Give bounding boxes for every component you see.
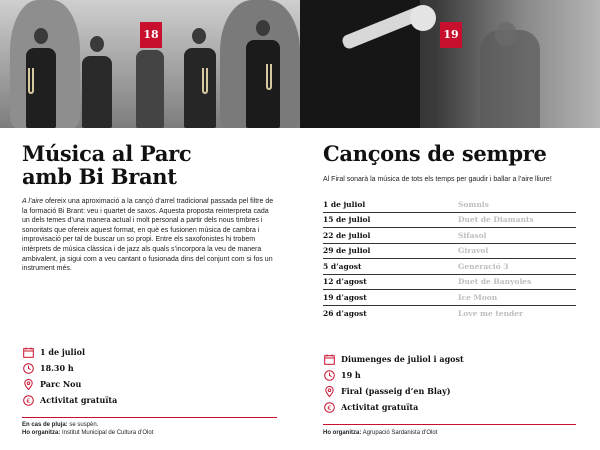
schedule-date: 15 de juliol [323, 215, 371, 225]
right-info-place: Firal (passeig d’en Blay) [323, 384, 451, 398]
left-info-time: 18.30 h [22, 361, 74, 375]
schedule-row [323, 259, 576, 275]
page-number-badge-19: 19 [440, 22, 462, 48]
schedule-performer: Generació 3 [458, 261, 509, 271]
schedule-row [323, 275, 576, 291]
schedule-date: 22 de juliol [323, 230, 371, 240]
schedule-row [323, 228, 576, 244]
left-page-title [22, 142, 191, 188]
right-footer: Ho organitza: Agrupació Sardanista d’Olot [323, 430, 438, 436]
clock-icon [323, 369, 335, 381]
schedule-date: 19 d’agost [323, 292, 367, 302]
right-page-title: Cançons de sempre [323, 141, 547, 166]
page-number-badge-18: 18 [140, 22, 162, 48]
right-info-price: € Activitat gratuïta [323, 400, 418, 414]
photo-trumpet-player [300, 0, 600, 128]
schedule-date: 5 d’agost [323, 261, 362, 271]
right-info-time: 19 h [323, 368, 361, 382]
svg-text:€: € [326, 403, 332, 412]
schedule-date: 12 d’agost [323, 277, 367, 287]
left-intro-paragraph [22, 197, 277, 274]
location-pin-icon [323, 385, 335, 397]
right-footer-divider [323, 424, 576, 425]
calendar-icon [22, 346, 34, 358]
location-pin-icon [22, 378, 34, 390]
schedule-date: 26 d’agost [323, 308, 367, 318]
calendar-icon [323, 353, 335, 365]
title-line-1: Música al Parc [22, 141, 192, 166]
photo-bi-brant [0, 0, 300, 128]
schedule-performer: Sifasol [458, 230, 487, 240]
euro-icon [22, 394, 34, 406]
intro-lead: A l’aire [22, 198, 44, 205]
schedule-performer: Ice Moon [458, 292, 498, 302]
svg-text:€: € [25, 396, 31, 405]
schedule-row [323, 213, 576, 229]
schedule-row [323, 290, 576, 306]
right-info-date: Diumenges de juliol i agost [323, 352, 464, 366]
clock-icon [22, 362, 34, 374]
concert-schedule [323, 197, 576, 321]
schedule-performer: Giravol [458, 246, 489, 256]
left-footer-divider [22, 417, 277, 418]
schedule-performer: Duet de Banyoles [458, 277, 532, 287]
schedule-row [323, 197, 576, 213]
right-intro-paragraph: Al Firal sonarà la música de tots els temps per gaudir i ballar a l’aire lliure! [323, 176, 552, 183]
schedule-date: 29 de juliol [323, 246, 371, 256]
schedule-date: 1 de juliol [323, 199, 366, 209]
left-info-date: 1 de juliol [22, 345, 85, 359]
title-line-2: amb Bi Brant [22, 164, 177, 189]
left-info-place: Parc Nou [22, 377, 81, 391]
euro-icon [323, 401, 335, 413]
left-footer: En cas de pluja: se suspèn. Ho organitza: Institut Municipal de Cultura d’Olot [22, 422, 154, 436]
schedule-performer: Love me tender [458, 308, 523, 318]
intro-body: ofereix una aproximació a la cançó d’arrel tradicional passada pel filtre de la formació Bi Brant: veu i quartet de saxos. Aquesta proposta reinterpreta cada un dels temes d’una manera actual i molt personal a partir dels nous timbres i sonoritats que ofereix aquest format, en què es fusionen música de cambra i improvisació per tal de buscar un so propi. Entre els saxofonistes hi trobem intèrprets de música clàssica i de jazz als quals s’incorpora la veu de manera ambivalent, ja sigui com a veu cantant o fusionada dins del conjunt com si fos un instrument més. [22, 198, 274, 273]
schedule-row [323, 306, 576, 322]
schedule-row [323, 244, 576, 260]
left-info-price: € Activitat gratuïta [22, 393, 117, 407]
schedule-performer: Somnis [458, 199, 489, 209]
schedule-performer: Duet de Diamants [458, 215, 534, 225]
